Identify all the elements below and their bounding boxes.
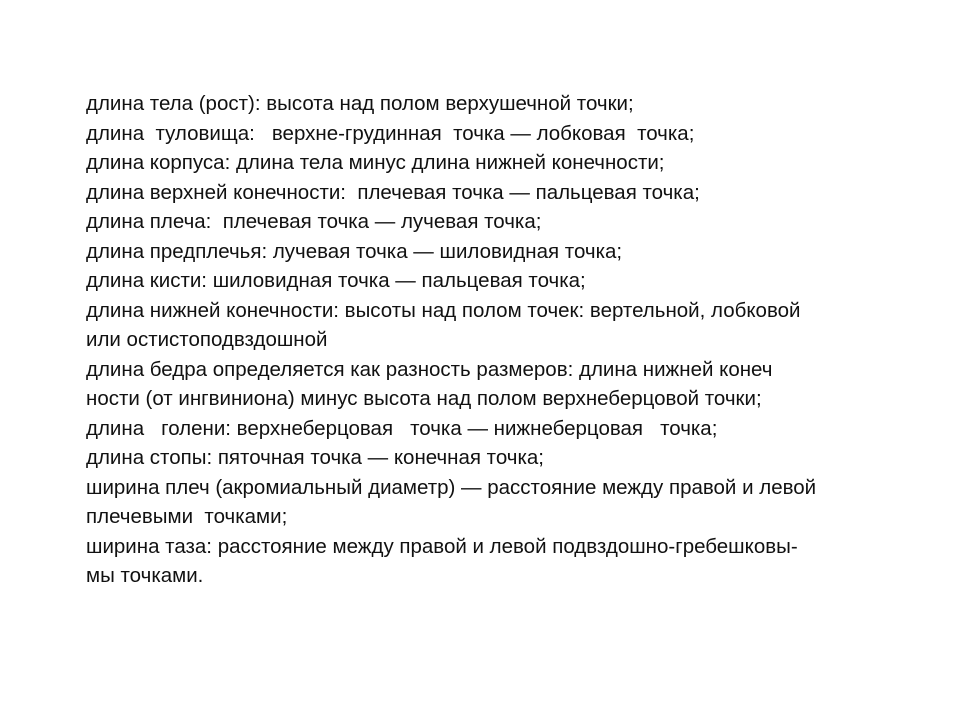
text-line: или остистоподвздошной <box>86 328 328 351</box>
text-line: длина нижней конечности: высоты над полом точек: вертельной, лобковой <box>86 298 801 322</box>
text-line: длина кисти: шиловидная точка — пальцевая точка; <box>86 269 586 292</box>
text-body <box>86 89 946 591</box>
text-line: длина корпуса: длина тела минус длина нижней конечности; <box>86 151 665 174</box>
text-line: длина тела (рост): высота над полом верхушечной точки; <box>86 92 634 115</box>
text-line: длина туловища: верхне-грудинная точка — лобковая точка; <box>86 121 695 145</box>
text-line: ширина плеч (акромиальный диаметр) — расстояние между правой и левой <box>86 475 817 499</box>
text-line: длина голени: верхнеберцовая точка — нижнеберцовая точка; <box>86 416 718 440</box>
text-line: длина бедра определяется как разность размеров: длина нижней конеч <box>86 357 773 381</box>
text-line: длина плеча: плечевая точка — лучевая точка; <box>86 210 542 233</box>
text-line: длина предплечья: лучевая точка — шиловидная точка; <box>86 239 623 263</box>
text-line: длина верхней конечности: плечевая точка — пальцевая точка; <box>86 180 700 204</box>
text-line: плечевыми точками; <box>86 505 288 528</box>
text-line: мы точками. <box>86 564 204 587</box>
text-line: ности (от ингвиниона) минус высота над полом верхнеберцовой точки; <box>86 387 762 410</box>
text-line: ширина таза: расстояние между правой и левой подвздошно-гребешковы- <box>86 534 798 558</box>
text-line: длина стопы: пяточная точка — конечная точка; <box>86 446 544 469</box>
